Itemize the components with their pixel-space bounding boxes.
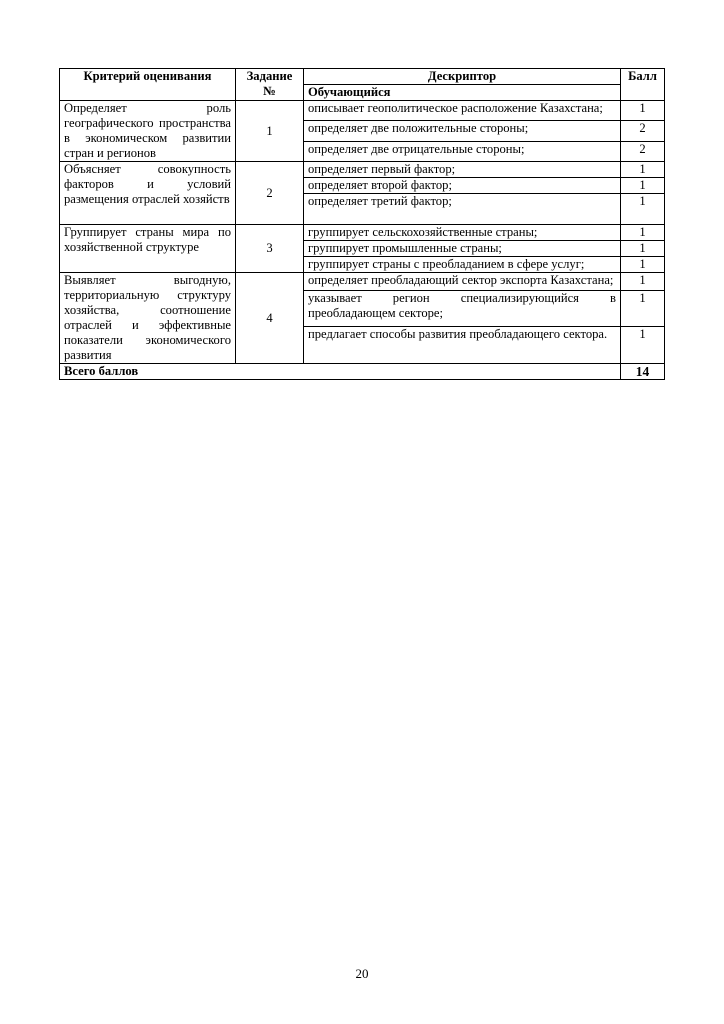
descriptor-cell: определяет две отрицательные стороны; bbox=[304, 141, 621, 161]
score-cell: 1 bbox=[621, 194, 665, 225]
score-cell: 2 bbox=[621, 121, 665, 141]
assessment-rubric-table bbox=[59, 68, 665, 380]
descriptor-cell: определяет первый фактор; bbox=[304, 162, 621, 178]
table-row bbox=[60, 162, 665, 178]
descriptor-cell: определяет преобладающий сектор экспорта Казахстана; bbox=[304, 273, 621, 291]
score-cell: 1 bbox=[621, 291, 665, 327]
score-cell: 1 bbox=[621, 327, 665, 364]
descriptor-cell: предлагает способы развития преобладающего сектора. bbox=[304, 327, 621, 364]
descriptor-cell: определяет третий фактор; bbox=[304, 194, 621, 225]
table-row bbox=[60, 273, 665, 291]
total-score: 14 bbox=[621, 364, 665, 380]
score-cell: 2 bbox=[621, 141, 665, 161]
score-cell: 1 bbox=[621, 101, 665, 121]
descriptor-cell: определяет второй фактор; bbox=[304, 178, 621, 194]
score-cell: 1 bbox=[621, 257, 665, 273]
descriptor-cell: группирует страны с преобладанием в сфере услуг; bbox=[304, 257, 621, 273]
header-row bbox=[60, 69, 665, 85]
task-number-cell: 4 bbox=[236, 273, 304, 364]
table-row bbox=[60, 225, 665, 241]
score-cell: 1 bbox=[621, 178, 665, 194]
task-number-cell: 3 bbox=[236, 225, 304, 273]
header-score: Балл bbox=[621, 69, 665, 101]
header-descriptor: Дескриптор bbox=[304, 69, 621, 85]
criterion-cell: Определяет роль географического пространства в экономическом развитии стран и регионов bbox=[60, 101, 236, 162]
table-row bbox=[60, 101, 665, 121]
header-descriptor-sub: Обучающийся bbox=[304, 85, 621, 101]
score-cell: 1 bbox=[621, 162, 665, 178]
criterion-cell: Объясняет совокупность факторов и условий размещения отраслей хозяйств bbox=[60, 162, 236, 225]
total-label: Всего баллов bbox=[60, 364, 621, 380]
task-number-cell: 2 bbox=[236, 162, 304, 225]
criterion-cell: Выявляет выгодную, территориальную структуру хозяйства, соотношение отраслей и эффективные показатели экономического развития bbox=[60, 273, 236, 364]
descriptor-cell: определяет две положительные стороны; bbox=[304, 121, 621, 141]
descriptor-cell: указывает регион специализирующийся в преобладающем секторе; bbox=[304, 291, 621, 327]
descriptor-cell: группирует промышленные страны; bbox=[304, 241, 621, 257]
score-cell: 1 bbox=[621, 241, 665, 257]
page-number: 20 bbox=[355, 966, 369, 981]
criterion-cell: Группирует страны мира по хозяйственной структуре bbox=[60, 225, 236, 273]
header-task: Задание № bbox=[236, 69, 304, 101]
task-number-cell: 1 bbox=[236, 101, 304, 162]
header-criterion: Критерий оценивания bbox=[60, 69, 236, 101]
total-row bbox=[60, 364, 665, 380]
descriptor-cell: группирует сельскохозяйственные страны; bbox=[304, 225, 621, 241]
score-cell: 1 bbox=[621, 273, 665, 291]
descriptor-cell: описывает геополитическое расположение Казахстана; bbox=[304, 101, 621, 121]
score-cell: 1 bbox=[621, 225, 665, 241]
